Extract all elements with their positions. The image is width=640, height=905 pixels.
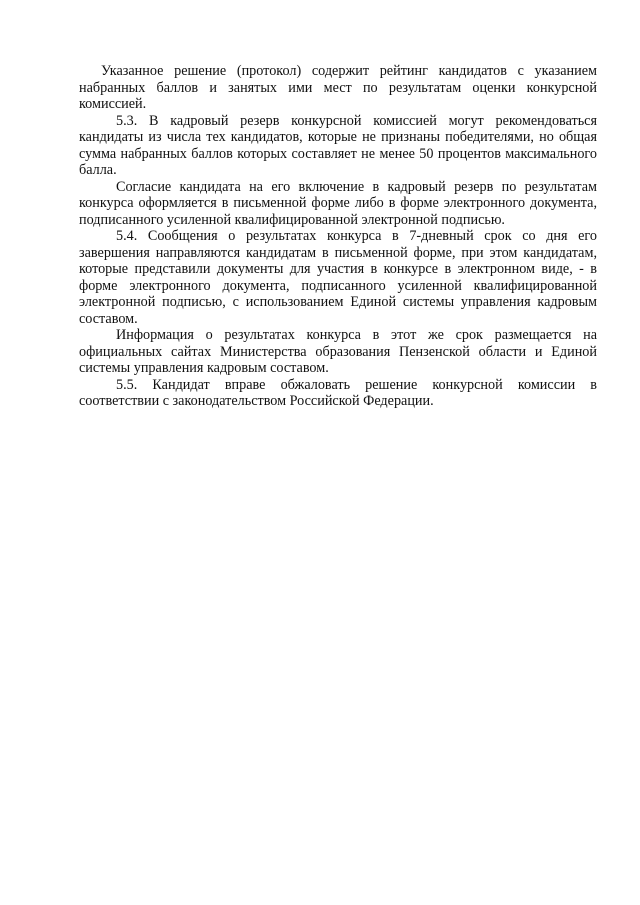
document-text bbox=[79, 63, 597, 410]
paragraph-rating-protocol: Указанное решение (протокол) содержит рейтинг кандидатов с указанием набранных баллов и занятых ими мест по результатам оценки конкурсной комиссией. bbox=[79, 63, 597, 112]
paragraph-results-publication: Информация о результатах конкурса в этот же срок размещается на официальных сайтах Министерства образования Пензенской области и Единой системы управления кадровым составом. bbox=[79, 327, 597, 376]
paragraph-5-4-notifications: 5.4. Сообщения о результатах конкурса в 7-дневный срок со дня его завершения направляются кандидатам в письменной форме, при этом кандидатам, которые представили документы для участия в конкурсе в электронном виде, - в форме электронного документа, подписанного усиленной квалифицированной электронной подписью, с использованием Единой системы управления кадровым составом. bbox=[79, 228, 597, 327]
paragraph-candidate-consent: Согласие кандидата на его включение в кадровый резерв по результатам конкурса оформляется в письменной форме либо в форме электронного документа, подписанного усиленной квалифицированной электронной подписью. bbox=[79, 178, 597, 228]
paragraph-5-5-appeal: 5.5. Кандидат вправе обжаловать решение конкурсной комиссии в соответствии с законодательством Российской Федерации. bbox=[79, 376, 597, 409]
paragraph-5-3-reserve: 5.3. В кадровый резерв конкурсной комиссией могут рекомендоваться кандидаты из числа тех кандидатов, которые не признаны победителями, но общая сумма набранных баллов которых составляет не менее 50 процентов максимального балла. bbox=[79, 112, 597, 178]
